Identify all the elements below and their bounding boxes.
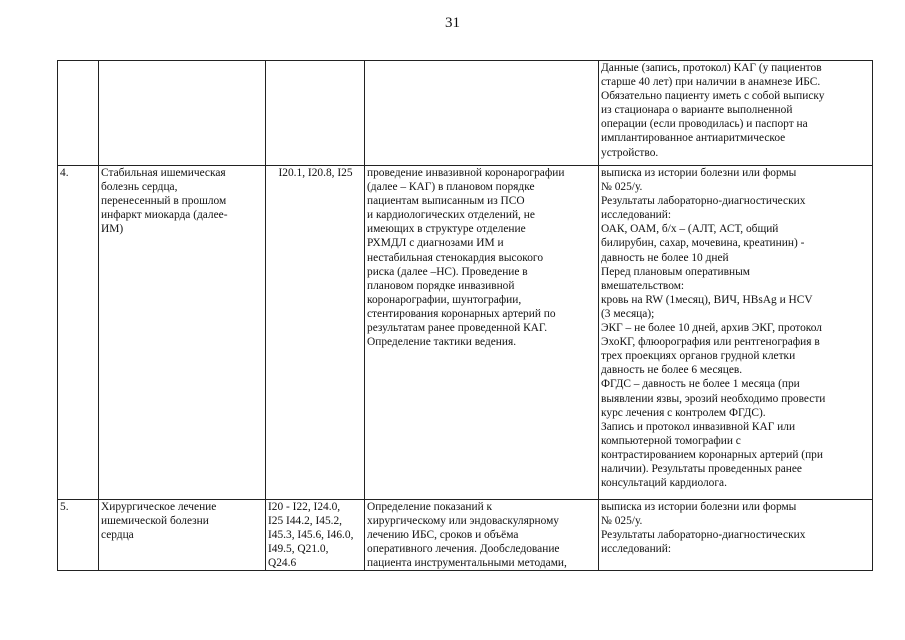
text-line: наличии). Результаты проведенных ранее [601,462,802,475]
text-line: консультаций кардиолога. [601,477,727,490]
icd-code-cell [266,166,365,500]
text-line: I49.5, Q21.0, [268,543,329,556]
required-documents-cell [599,61,873,166]
text-line: ОАК, ОАМ, б/х – (АЛТ, АСТ, общий [601,223,779,236]
diagnosis-name-cell [99,500,266,571]
text-line: выписка из истории болезни или формы [601,167,797,179]
text-line: ЭКГ – не более 10 дней, архив ЭКГ, протокол [601,322,822,335]
text-line: Хирургическое лечение [101,501,217,513]
text-line: Результаты лабораторно-диагностических [601,529,806,542]
text-line: инфаркт миокарда (далее- [101,209,228,222]
text-line: ФГДС – давность не более 1 месяца (при [601,378,800,391]
text-line: ИМ) [101,223,124,236]
text-line: старше 40 лет) при наличии в анамнезе ИБС. [601,76,821,89]
text-line: выявлении язвы, эрозий необходимо провести [601,392,826,405]
row-number: 5. [60,501,69,513]
diagnosis-name-cell [99,166,266,500]
text-line: Определение тактики ведения. [367,336,517,349]
text-line: риска (далее –НС). Проведение в [367,265,528,278]
text-line: из стационара о варианте выполненной [601,104,793,117]
text-line: I20 - I22, I24.0, [268,501,341,513]
referral-requirements-table [57,60,873,571]
text-line: и кардиологических отделений, не [367,209,535,222]
text-line: № 025/у. [601,181,643,194]
text-line: трех проекциях органов грудной клетки [601,350,796,363]
text-line: сердца [101,529,134,542]
text-line: I45.3, I45.6, I46.0, [268,529,354,542]
text-line: хирургическому или эндоваскулярному [367,515,560,528]
text-line: лечению ИБС, сроков и объёма [367,529,519,542]
text-line: нестабильная стенокардия высокого [367,251,544,264]
page-number: 31 [445,15,460,31]
row-number-cell [58,61,99,166]
text-line: давность не более 10 дней [601,251,729,264]
text-line: Определение показаний к [367,501,493,513]
text-line: I20.1, I20.8, I25 [278,167,353,179]
indication-cell [365,500,599,571]
text-line: исследований: [601,543,672,556]
text-line: Результаты лабораторно-диагностических [601,195,806,208]
text-line: ЭхоКГ, флюорография или рентгенография в [601,336,820,349]
indication-cell [365,166,599,500]
text-line: контрастированием коронарных артерий (при [601,448,823,461]
text-line: Обязательно пациенту иметь с собой выписку [601,90,825,103]
text-line: операции (если проводилась) и паспорт на [601,118,808,131]
text-line: пациента инструментальными методами, [367,557,567,570]
text-line: результатам ранее проведенной КАГ. [367,322,548,335]
text-line: перенесенный в прошлом [101,195,227,208]
text-line: ишемической болезни [101,515,209,528]
row-number: 4. [60,167,69,179]
indication-cell [365,61,599,166]
diagnosis-name-cell [99,61,266,166]
text-line: стентирования коронарных артерий по [367,307,556,320]
text-line: проведение инвазивной коронарографии [367,167,565,179]
text-line: курс лечения с контролем ФГДС). [601,406,766,419]
text-line: № 025/у. [601,515,643,528]
text-line: давность не более 6 месяцев. [601,364,743,377]
icd-code-cell [266,61,365,166]
required-documents-cell [599,500,873,571]
text-line: пациентам выписанным из ПСО [367,195,525,208]
text-line: коронарографии, шунтографии, [367,293,522,306]
table-row [58,166,873,500]
table-body [58,61,873,571]
text-line: билирубин, сахар, мочевина, креатинин) - [601,237,805,250]
text-line: болезнь сердца, [101,181,178,194]
text-line: Стабильная ишемическая [101,167,226,179]
text-line: компьютерной томографии с [601,434,741,447]
text-line: Перед плановым оперативным [601,265,750,278]
icd-code-cell [266,500,365,571]
text-line: оперативного лечения. Дообследование [367,543,560,556]
required-documents-cell [599,166,873,500]
text-line: имплантированное антиаритмическое [601,132,786,145]
text-line: выписка из истории болезни или формы [601,501,797,513]
text-line: I25 I44.2, I45.2, [268,515,343,528]
text-line: исследований: [601,209,672,222]
table-row [58,500,873,571]
text-line: имеющих в структуре отделение [367,223,526,236]
text-line: кровь на RW (1месяц), ВИЧ, HBsAg и HCV [601,293,813,306]
text-line: (3 месяца); [601,307,655,320]
text-line: (далее – КАГ) в плановом порядке [367,181,535,194]
table-row [58,61,873,166]
text-line: Данные (запись, протокол) КАГ (у пациентов [601,62,822,74]
text-line: плановом порядке инвазивной [367,279,515,292]
text-line: РХМДЛ с диагнозами ИМ и [367,237,504,250]
text-line: вмешательством: [601,279,685,292]
text-line: Q24.6 [268,557,297,570]
row-number-cell [58,500,99,571]
text-line: устройство. [601,146,659,159]
row-number-cell [58,166,99,500]
text-line: Запись и протокол инвазивной КАГ или [601,420,796,433]
